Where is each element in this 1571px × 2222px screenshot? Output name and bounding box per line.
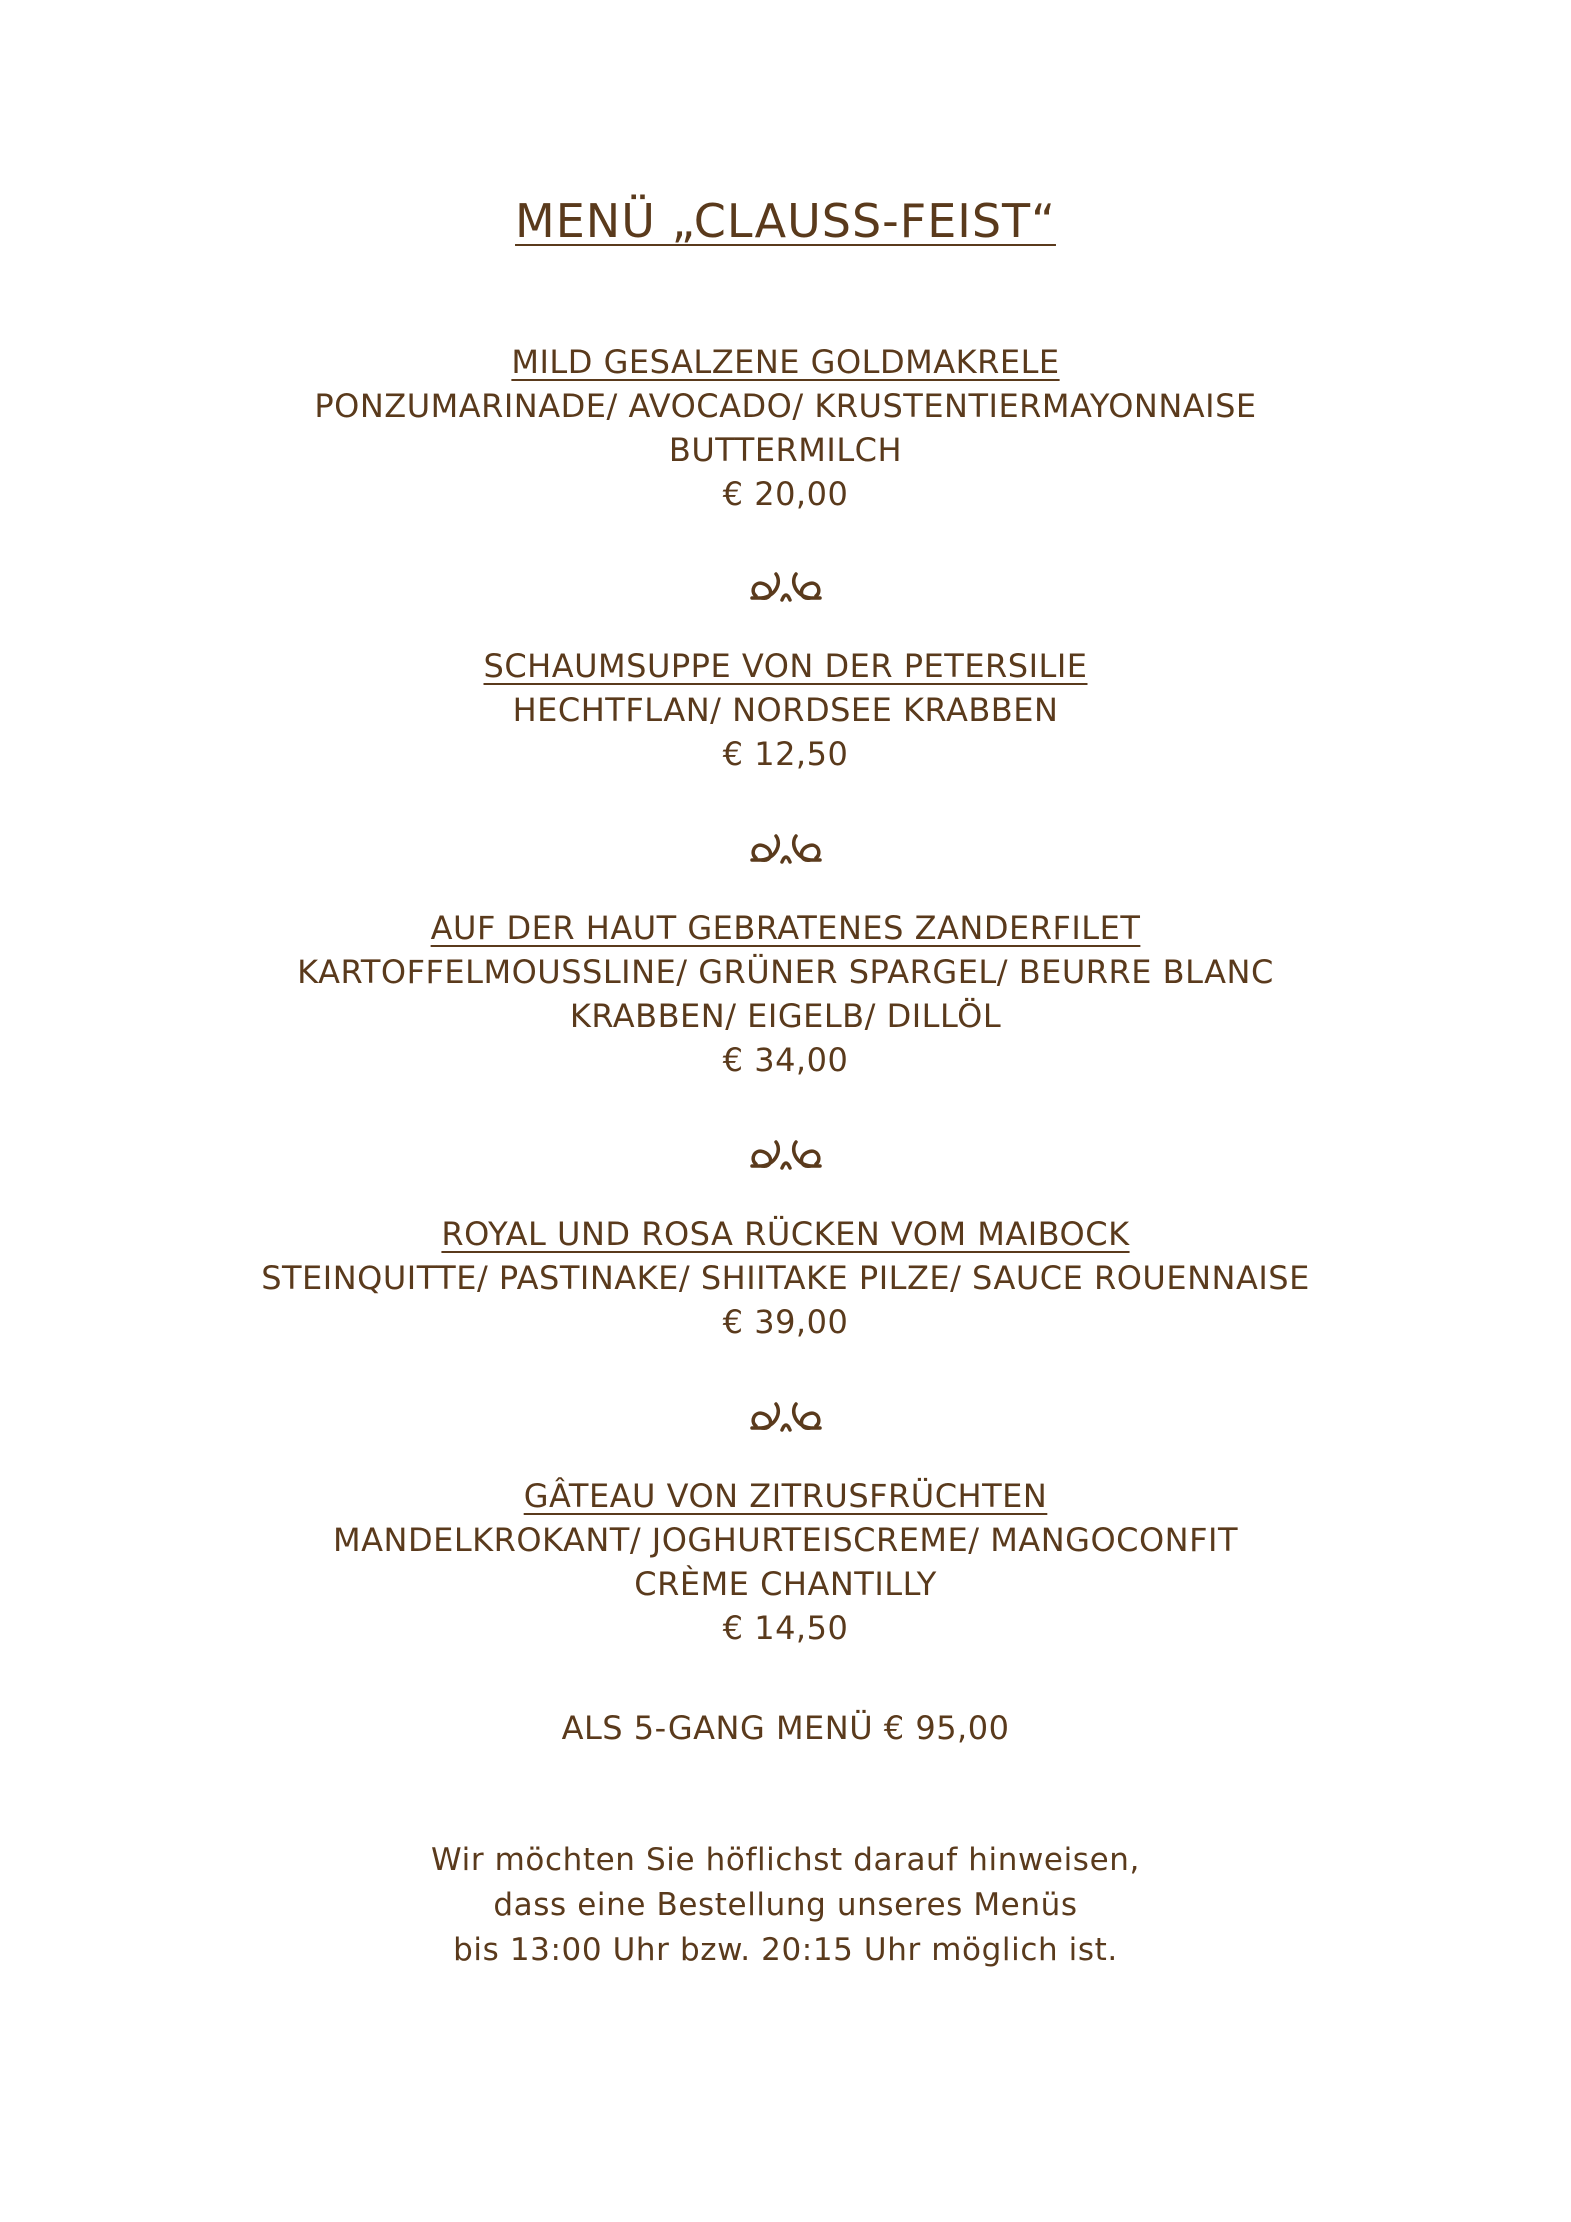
fleuron-icon [746, 1396, 826, 1436]
menu-title: MENÜ „CLAUSS-FEIST“ [515, 194, 1056, 248]
dish-price: € 20,00 [722, 475, 849, 513]
course-3 [0, 906, 1571, 1082]
dish-description: BUTTERMILCH [668, 431, 903, 469]
menu-total-price: ALS 5-GANG MENÜ € 95,00 [561, 1709, 1010, 1747]
notice-line: dass eine Bestellung unseres Menüs [493, 1887, 1078, 1923]
notice-line: Wir möchten Sie höflichst darauf hinweisen, [431, 1842, 1140, 1878]
dish-description: MANDELKROKANT/ JOGHURTEISCREME/ MANGOCONFIT [333, 1521, 1238, 1559]
dish-description: PONZUMARINADE/ AVOCADO/ KRUSTENTIERMAYONNAISE [314, 387, 1257, 425]
dish-name: MILD GESALZENE GOLDMAKRELE [511, 343, 1060, 381]
course-5 [0, 1474, 1571, 1650]
dish-price: € 39,00 [722, 1303, 849, 1341]
dish-name: ROYAL UND ROSA RÜCKEN VOM MAIBOCK [441, 1215, 1130, 1253]
dish-description: HECHTFLAN/ NORDSEE KRABBEN [512, 691, 1059, 729]
dish-price: € 34,00 [722, 1041, 849, 1079]
dish-description: STEINQUITTE/ PASTINAKE/ SHIITAKE PILZE/ SAUCE ROUENNAISE [261, 1259, 1310, 1297]
fleuron-icon [746, 566, 826, 606]
course-2 [0, 644, 1571, 776]
dish-description: CRÈME CHANTILLY [634, 1565, 937, 1603]
dish-description: KRABBEN/ EIGELB/ DILLÖL [569, 997, 1002, 1035]
dish-price: € 14,50 [722, 1609, 849, 1647]
order-notice [0, 1838, 1571, 1973]
course-1 [0, 340, 1571, 516]
dish-name: SCHAUMSUPPE VON DER PETERSILIE [483, 647, 1088, 685]
dish-price: € 12,50 [722, 735, 849, 773]
fleuron-icon [746, 828, 826, 868]
dish-name: AUF DER HAUT GEBRATENES ZANDERFILET [430, 909, 1141, 947]
dish-description: KARTOFFELMOUSSLINE/ GRÜNER SPARGEL/ BEURRE BLANC [297, 953, 1274, 991]
notice-line: bis 13:00 Uhr bzw. 20:15 Uhr möglich ist. [453, 1932, 1118, 1968]
fleuron-icon [746, 1134, 826, 1174]
dish-name: GÂTEAU VON ZITRUSFRÜCHTEN [523, 1477, 1048, 1515]
course-4 [0, 1212, 1571, 1344]
